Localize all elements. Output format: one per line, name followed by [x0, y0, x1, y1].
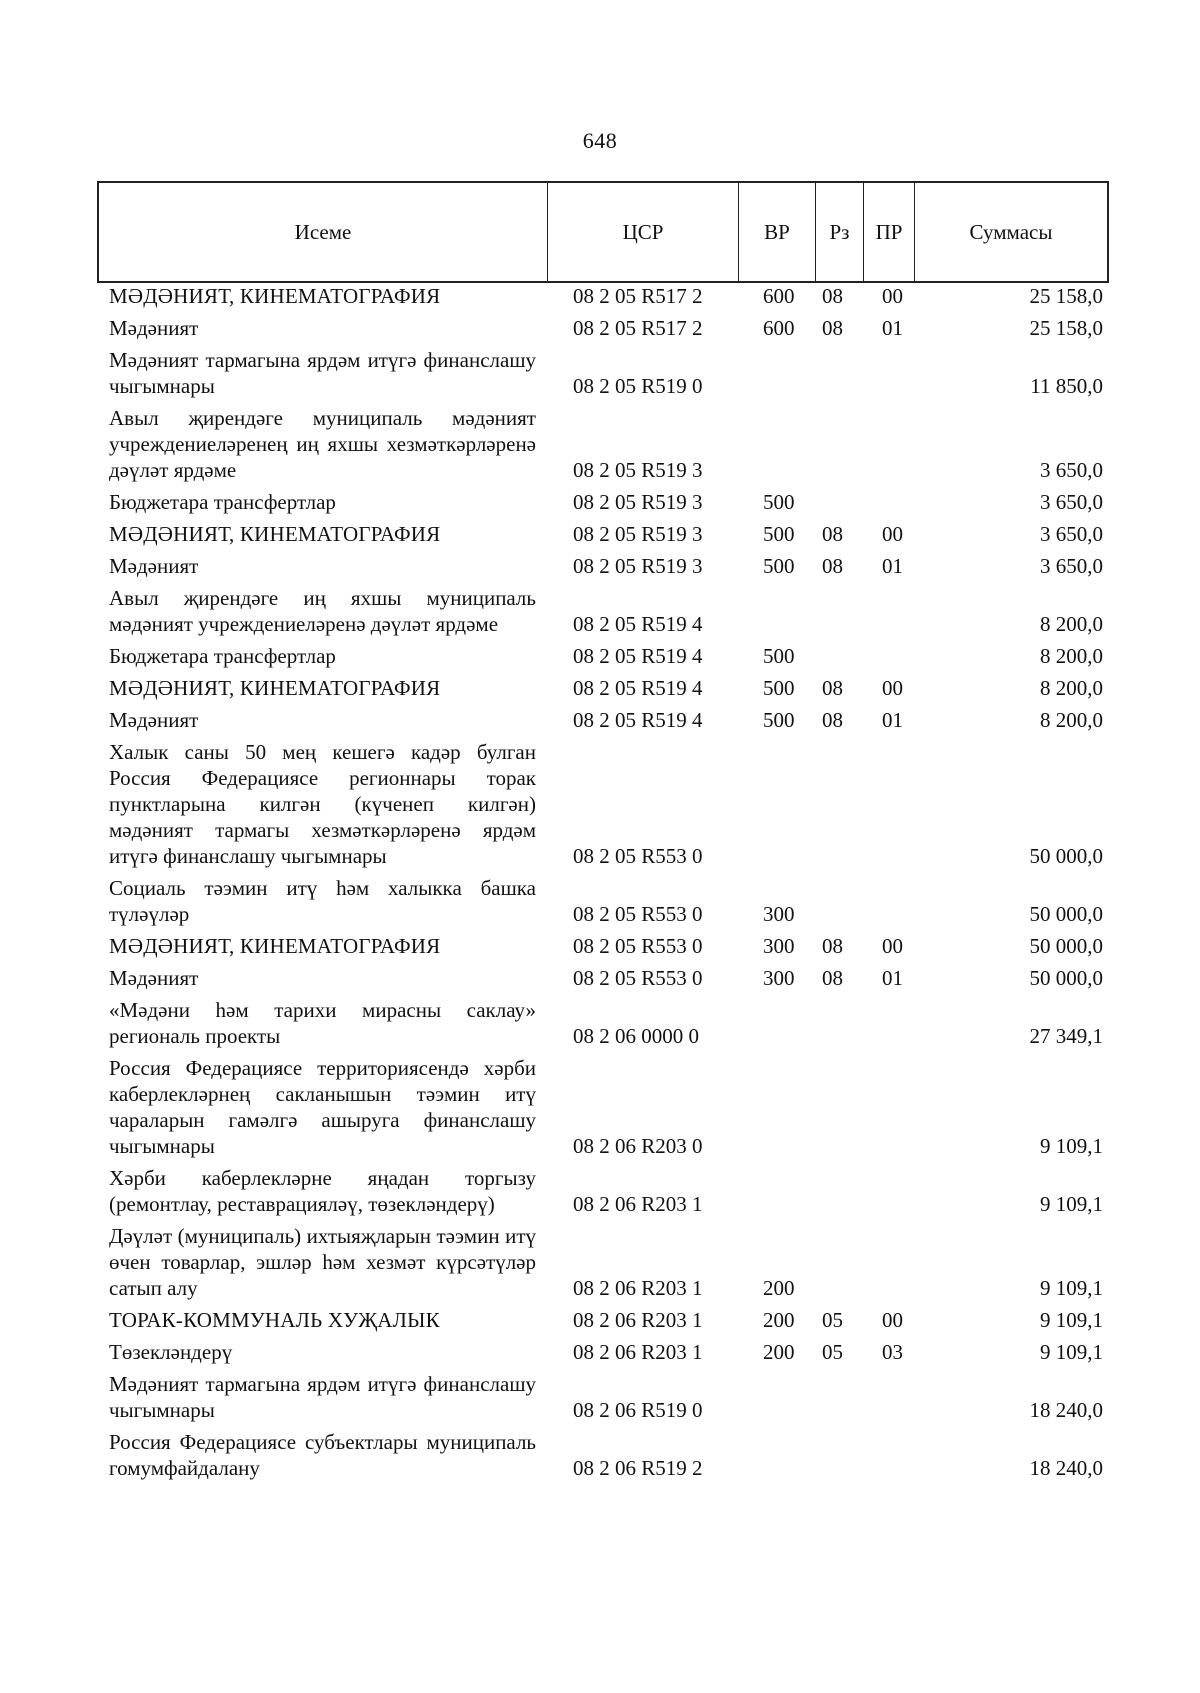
row-csr: 08 2 05 R553 0 — [573, 902, 703, 926]
row-sum: 50 000,0 — [1029, 902, 1103, 926]
row-name: МӘДӘНИЯТ, КИНЕМАТОГРАФИЯ — [109, 284, 441, 308]
row-csr: 08 2 05 R553 0 — [573, 844, 703, 868]
row-csr: 08 2 05 R517 2 — [573, 284, 703, 308]
row-name: Хәрби каберлекләрне яңадан торгызу (ремонтлау, реставрацияләү, төзекләндерү) — [109, 1166, 536, 1216]
row-csr: 08 2 05 R519 0 — [573, 374, 703, 398]
row-name: Төзекләндерү — [109, 1340, 233, 1364]
row-name: МӘДӘНИЯТ, КИНЕМАТОГРАФИЯ — [109, 676, 441, 700]
row-rz: 08 — [822, 676, 843, 700]
table-row — [97, 553, 1109, 585]
table-body — [97, 283, 1109, 1487]
row-vr: 500 — [763, 644, 795, 668]
table-row — [97, 965, 1109, 997]
row-name: «Мәдәни һәм тарихи мирасны саклау» региональ проекты — [109, 998, 536, 1048]
row-name: МӘДӘНИЯТ, КИНЕМАТОГРАФИЯ — [109, 934, 441, 958]
row-csr: 08 2 06 R203 1 — [573, 1340, 703, 1364]
table-row — [97, 875, 1109, 933]
row-csr: 08 2 05 R519 4 — [573, 644, 703, 668]
row-vr: 200 — [763, 1340, 795, 1364]
row-name: Авыл җирендәге муниципаль мәдәният учреждениеләренең иң яхшы хезмәткәрләренә дәүләт ярдәме — [109, 406, 536, 482]
row-name: Бюджетара трансфертлар — [109, 490, 336, 514]
row-sum: 25 158,0 — [1029, 316, 1103, 340]
row-pr: 00 — [882, 284, 903, 308]
table-header — [97, 181, 1109, 283]
table-row — [97, 1055, 1109, 1165]
table-row — [97, 405, 1109, 489]
row-sum: 9 109,1 — [1040, 1192, 1103, 1216]
row-vr: 600 — [763, 284, 795, 308]
row-name: Мәдәният тармагына ярдәм итүгә финанслашу чыгымнары — [109, 1372, 536, 1422]
row-sum: 9 109,1 — [1040, 1308, 1103, 1332]
row-sum: 9 109,1 — [1040, 1340, 1103, 1364]
header-pr: ПР — [864, 183, 915, 281]
row-pr: 00 — [882, 676, 903, 700]
header-vr: ВР — [739, 183, 816, 281]
row-sum: 3 650,0 — [1040, 554, 1103, 578]
row-sum: 3 650,0 — [1040, 490, 1103, 514]
table-row — [97, 997, 1109, 1055]
table-row — [97, 1223, 1109, 1307]
row-rz: 05 — [822, 1308, 843, 1332]
table-row — [97, 283, 1109, 315]
row-name: Социаль тәэмин итү һәм халыкка башка түләүләр — [109, 876, 536, 926]
table-row — [97, 1371, 1109, 1429]
row-csr: 08 2 06 R203 1 — [573, 1308, 703, 1332]
row-pr: 01 — [882, 708, 903, 732]
row-sum: 11 850,0 — [1030, 374, 1103, 398]
row-sum: 8 200,0 — [1040, 644, 1103, 668]
row-name: Дәүләт (муниципаль) ихтыяҗларын тәэмин итү өчен товарлар, эшләр һәм хезмәт күрсәтүләр сатып алу — [109, 1224, 536, 1300]
row-csr: 08 2 05 R519 3 — [573, 458, 703, 482]
row-name: Халык саны 50 мең кешегә кадәр булган Россия Федерациясе регионнары торак пунктларына килгән (күченеп килгән) мәдәният тармагы хезмәткәрләренә ярдәм итүгә финанслашу чыгымнары — [109, 740, 536, 868]
row-pr: 01 — [882, 554, 903, 578]
row-rz: 08 — [822, 708, 843, 732]
row-csr: 08 2 05 R519 3 — [573, 490, 703, 514]
row-rz: 08 — [822, 522, 843, 546]
row-pr: 01 — [882, 966, 903, 990]
row-sum: 27 349,1 — [1029, 1024, 1103, 1048]
row-name: Мәдәният — [109, 708, 199, 732]
header-sum: Суммасы — [969, 219, 1053, 244]
table-row — [97, 643, 1109, 675]
row-rz: 08 — [822, 934, 843, 958]
row-csr: 08 2 05 R553 0 — [573, 966, 703, 990]
row-name: МӘДӘНИЯТ, КИНЕМАТОГРАФИЯ — [109, 522, 441, 546]
row-csr: 08 2 06 R519 2 — [573, 1456, 703, 1480]
row-pr: 00 — [882, 934, 903, 958]
row-vr: 600 — [763, 316, 795, 340]
row-sum: 8 200,0 — [1040, 676, 1103, 700]
table-row — [97, 1339, 1109, 1371]
row-sum: 25 158,0 — [1029, 284, 1103, 308]
row-pr: 00 — [882, 522, 903, 546]
row-csr: 08 2 05 R553 0 — [573, 934, 703, 958]
row-sum: 50 000,0 — [1029, 844, 1103, 868]
row-sum: 9 109,1 — [1040, 1134, 1103, 1158]
table-row — [97, 1307, 1109, 1339]
row-sum: 8 200,0 — [1040, 612, 1103, 636]
row-vr: 200 — [763, 1308, 795, 1332]
row-csr: 08 2 05 R519 4 — [573, 612, 703, 636]
row-vr: 300 — [763, 966, 795, 990]
row-csr: 08 2 06 R203 1 — [573, 1192, 703, 1216]
row-name: Мәдәният — [109, 316, 199, 340]
table-row — [97, 933, 1109, 965]
row-pr: 01 — [882, 316, 903, 340]
header-rz: Рз — [816, 183, 864, 281]
table-row — [97, 521, 1109, 553]
row-rz: 08 — [822, 966, 843, 990]
row-name: Мәдәният — [109, 554, 199, 578]
row-sum: 50 000,0 — [1029, 966, 1103, 990]
row-sum: 18 240,0 — [1029, 1456, 1103, 1480]
row-rz: 08 — [822, 554, 843, 578]
table-row — [97, 707, 1109, 739]
row-sum: 3 650,0 — [1040, 522, 1103, 546]
row-rz: 08 — [822, 316, 843, 340]
row-name: Мәдәният тармагына ярдәм итүгә финанслашу чыгымнары — [109, 348, 536, 398]
row-rz: 05 — [822, 1340, 843, 1364]
row-pr: 03 — [882, 1340, 903, 1364]
table-row — [97, 489, 1109, 521]
row-name: Россия Федерациясе территориясендә хәрби каберлекләрнең сакланышын тәэмин итү чараларын гамәлгә ашыруга финанслашу чыгымнары — [109, 1056, 536, 1158]
row-csr: 08 2 05 R519 4 — [573, 676, 703, 700]
table-row — [97, 1165, 1109, 1223]
row-sum: 18 240,0 — [1029, 1398, 1103, 1422]
row-csr: 08 2 06 R519 0 — [573, 1398, 703, 1422]
row-vr: 200 — [763, 1276, 795, 1300]
row-sum: 8 200,0 — [1040, 708, 1103, 732]
row-sum: 3 650,0 — [1040, 458, 1103, 482]
row-sum: 50 000,0 — [1029, 934, 1103, 958]
row-csr: 08 2 06 R203 1 — [573, 1276, 703, 1300]
row-vr: 500 — [763, 676, 795, 700]
row-name: Бюджетара трансфертлар — [109, 644, 336, 668]
row-vr: 500 — [763, 522, 795, 546]
row-name: ТОРАК-КОММУНАЛЬ ХУҖАЛЫК — [109, 1308, 440, 1332]
header-csr: ЦСР — [548, 183, 739, 281]
table-row — [97, 675, 1109, 707]
page-number: 648 — [582, 128, 618, 153]
row-csr: 08 2 05 R519 3 — [573, 554, 703, 578]
row-csr: 08 2 05 R519 3 — [573, 522, 703, 546]
table-row — [97, 739, 1109, 875]
row-vr: 500 — [763, 490, 795, 514]
row-sum: 9 109,1 — [1040, 1276, 1103, 1300]
row-csr: 08 2 06 R203 0 — [573, 1134, 703, 1158]
row-pr: 00 — [882, 1308, 903, 1332]
table-row — [97, 1429, 1109, 1487]
row-name: Мәдәният — [109, 966, 199, 990]
row-csr: 08 2 05 R519 4 — [573, 708, 703, 732]
row-vr: 300 — [763, 934, 795, 958]
table-row — [97, 347, 1109, 405]
row-vr: 300 — [763, 902, 795, 926]
row-csr: 08 2 06 0000 0 — [573, 1024, 699, 1048]
row-vr: 500 — [763, 708, 795, 732]
row-name: Авыл җирендәге иң яхшы муниципаль мәдәният учреждениеләренә дәүләт ярдәме — [109, 586, 536, 636]
row-name: Россия Федерациясе субъектлары муниципаль гомумфайдалану — [109, 1430, 536, 1480]
table-row — [97, 315, 1109, 347]
table-row — [97, 585, 1109, 643]
row-csr: 08 2 05 R517 2 — [573, 316, 703, 340]
row-rz: 08 — [822, 284, 843, 308]
row-vr: 500 — [763, 554, 795, 578]
header-name: Исеме — [99, 183, 548, 281]
